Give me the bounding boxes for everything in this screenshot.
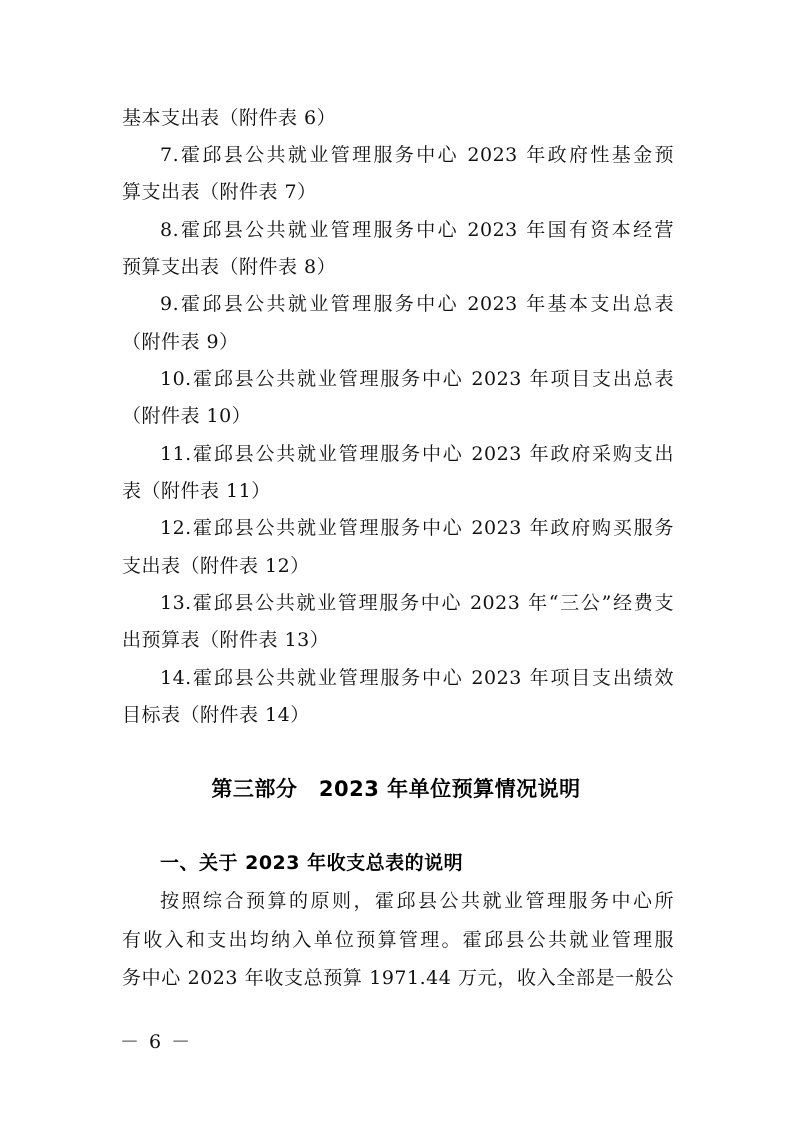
list-item-7: 7.霍邱县公共就业管理服务中心 2023 年政府性基金预 <box>160 144 674 166</box>
list-item-10: 10.霍邱县公共就业管理服务中心 2023 年项目支出总表 <box>160 368 674 390</box>
list-item-9: 9.霍邱县公共就业管理服务中心 2023 年基本支出总表 <box>160 293 674 315</box>
paragraph-line-1: 按照综合预算的原则，霍邱县公共就业管理服务中心所 <box>160 890 674 912</box>
list-item-14: 14.霍邱县公共就业管理服务中心 2023 年项目支出绩效 <box>160 667 674 689</box>
list-item-12: 12.霍邱县公共就业管理服务中心 2023 年政府购买服务 <box>160 517 674 539</box>
list-item-11-continuation: 表（附件表 11） <box>122 480 271 502</box>
list-item-10-continuation: （附件表 10） <box>122 405 252 427</box>
list-item-12-continuation: 支出表（附件表 12） <box>122 555 310 577</box>
list-item-13: 13.霍邱县公共就业管理服务中心 2023 年“三公”经费支 <box>160 592 674 614</box>
list-line-continuation-6: 基本支出表（附件表 6） <box>122 107 337 129</box>
list-item-13-continuation: 出预算表（附件表 13） <box>122 629 330 651</box>
paragraph-line-2: 有收入和支出均纳入单位预算管理。霍邱县公共就业管理服 <box>122 929 674 951</box>
list-item-7-continuation: 算支出表（附件表 7） <box>122 181 317 203</box>
list-item-8-continuation: 预算支出表（附件表 8） <box>122 256 337 278</box>
list-item-14-continuation: 目标表（附件表 14） <box>122 704 310 726</box>
list-item-11: 11.霍邱县公共就业管理服务中心 2023 年政府采购支出 <box>160 443 674 465</box>
list-item-8: 8.霍邱县公共就业管理服务中心 2023 年国有资本经营 <box>160 219 674 241</box>
section-heading: 第三部分 2023 年单位预算情况说明 <box>211 777 581 801</box>
list-item-9-continuation: （附件表 9） <box>122 331 239 353</box>
page-number: － 6 － <box>120 1031 193 1053</box>
paragraph-line-3: 务中心 2023 年收支总预算 1971.44 万元，收入全部是一般公 <box>122 967 674 989</box>
subsection-heading: 一、关于 2023 年收支总表的说明 <box>160 852 464 874</box>
